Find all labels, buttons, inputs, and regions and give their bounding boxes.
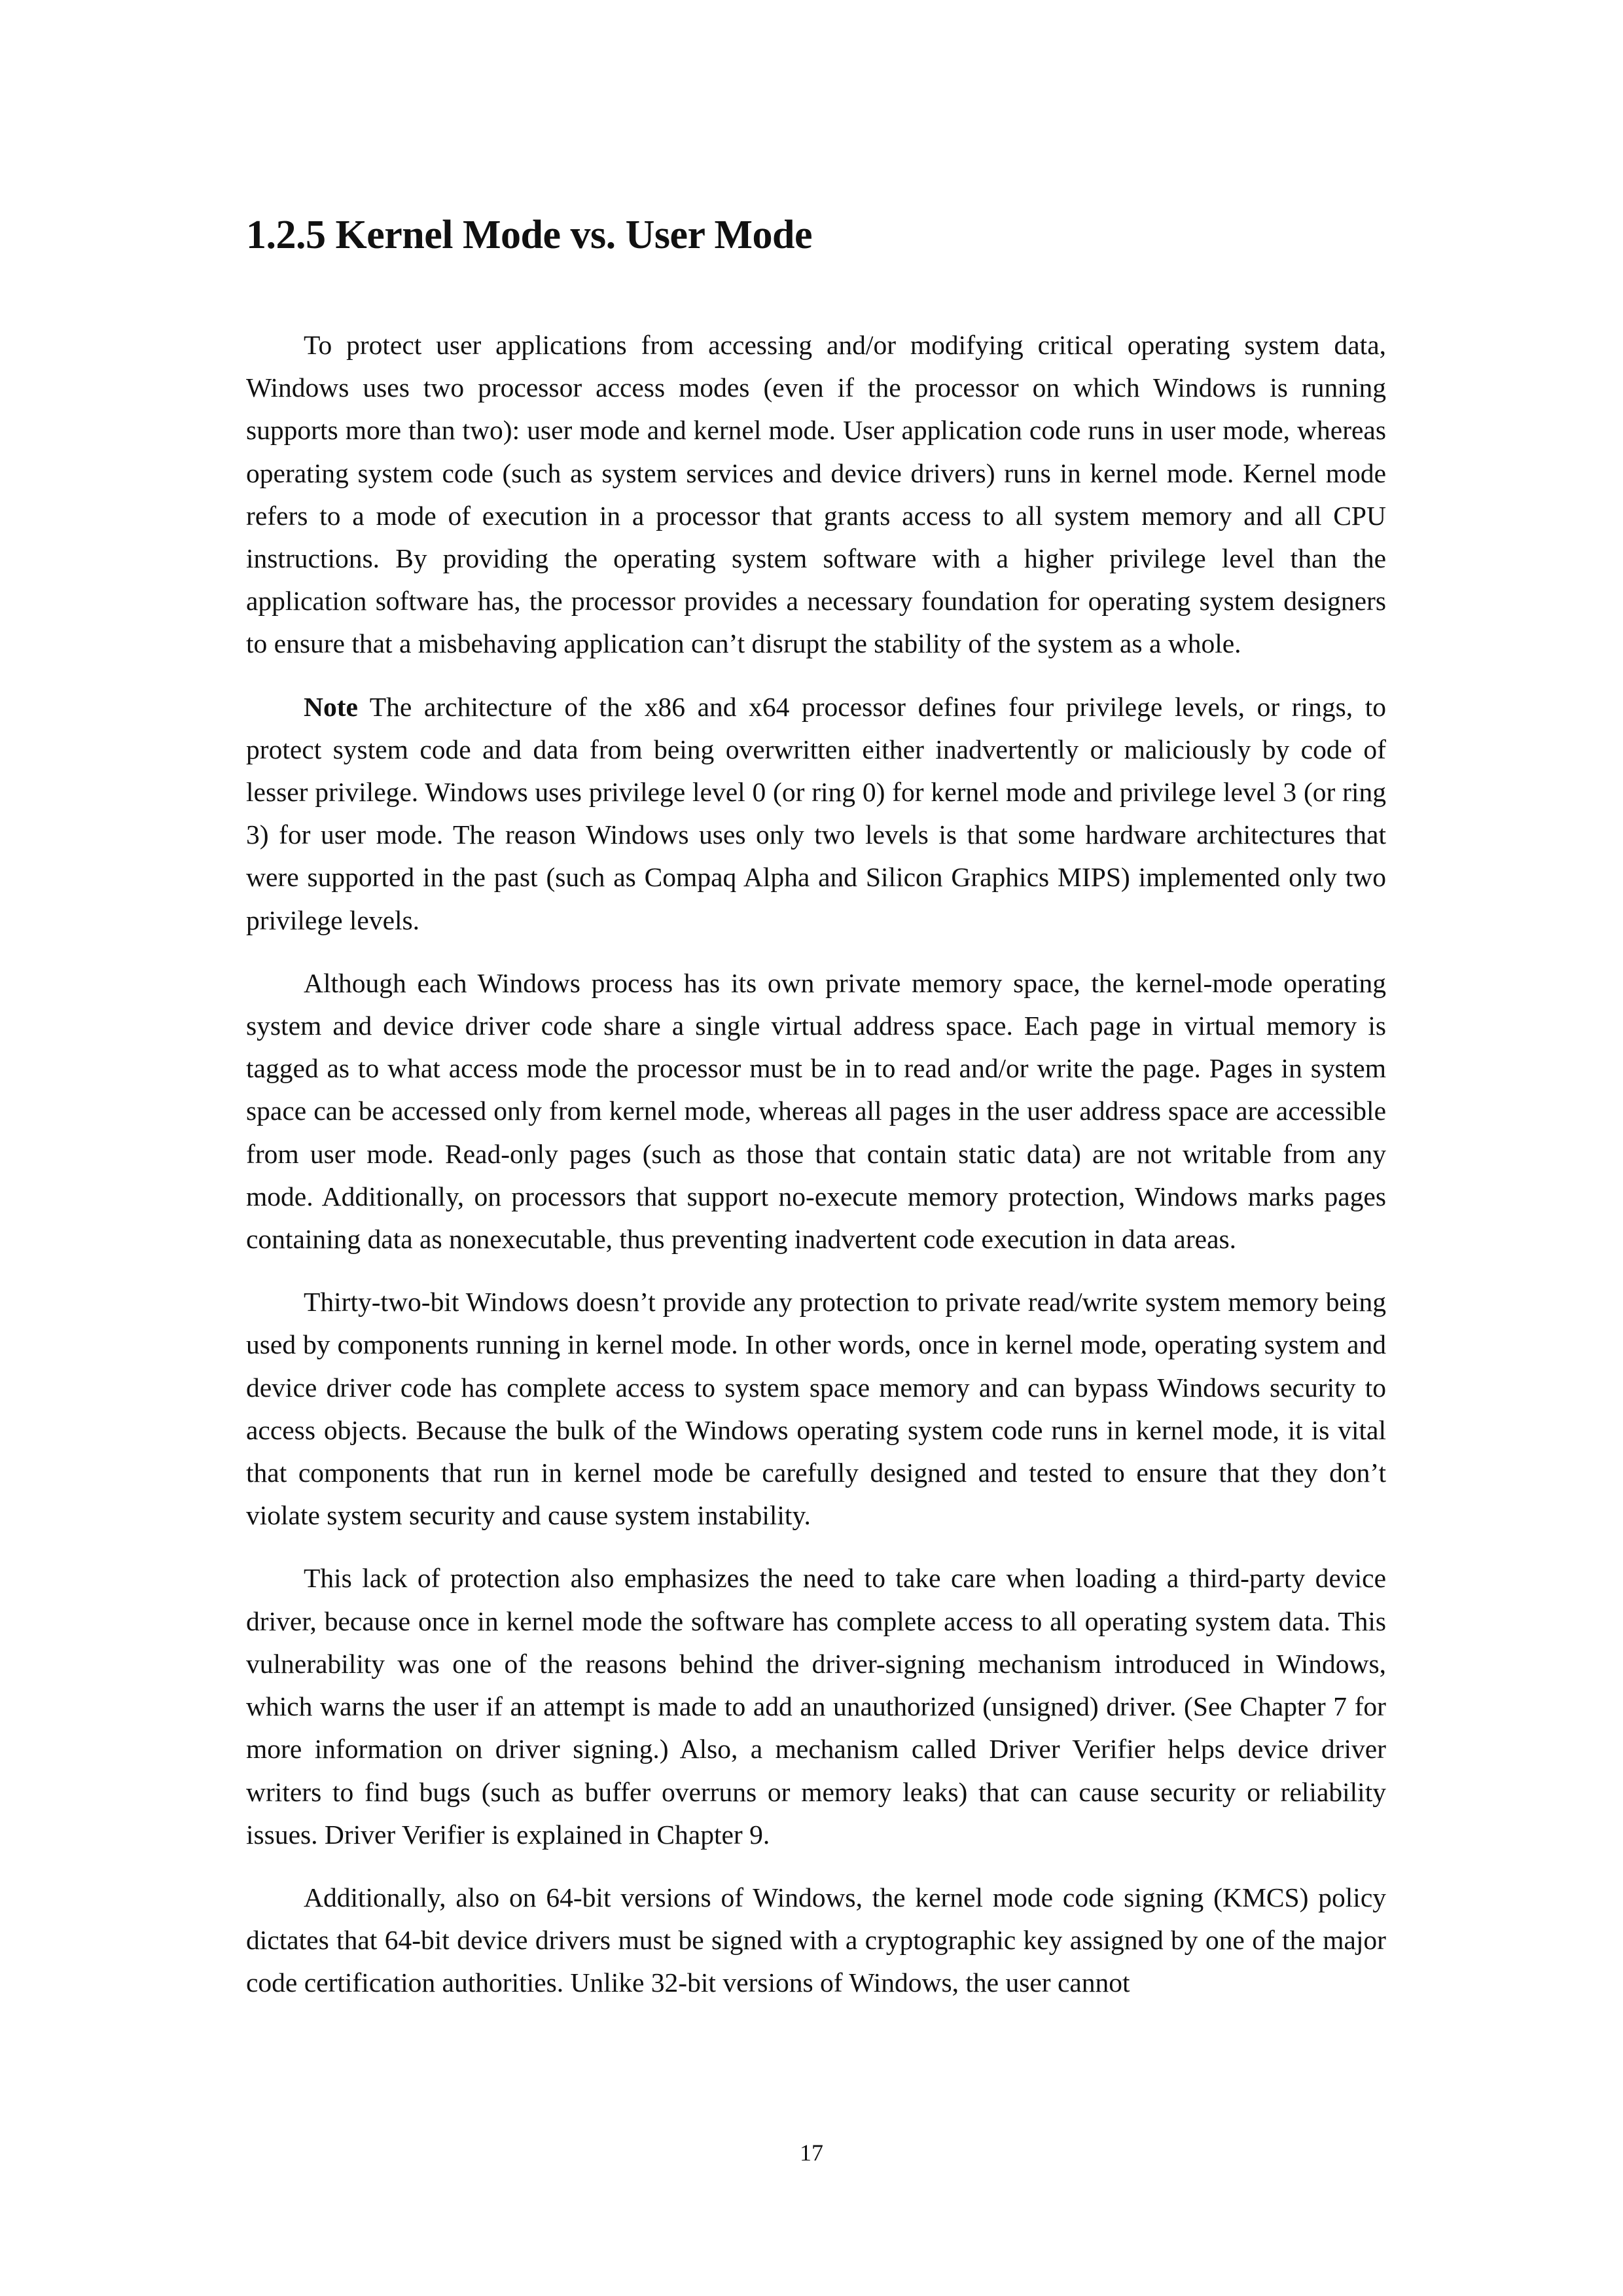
page-number: 17 <box>800 2140 823 2166</box>
paragraph-address-space: Although each Windows process has its own private memory space, the kernel-mode operating system and device driver code share a single virtual address space. Each page in virtual memory is tagged as to what access mode the processor must be in to read and/or write the page. Pages in system space can be accessed only from kernel mode, whereas all pages in the user address space are accessible from user mode. Read-only pages (such as those that contain static data) are not writable from any mode. Additionally, on processors that support no-execute memory protection, Windows marks pages containing data as nonexecutable, thus preventing inadvertent code execution in data areas. <box>246 967 1386 1255</box>
paragraph-kmcs: Additionally, also on 64-bit versions of Windows, the kernel mode code signing (KMCS) policy dictates that 64-bit device drivers must be signed with a cryptographic key assigned by one of the major code certification authorities. Unlike 32-bit versions of Windows, the user cannot <box>246 1882 1386 1998</box>
note-text: The architecture of the x86 and x64 processor defines four privilege levels, or rings, to protect system code and data from being overwritten either inadvertently or maliciously by code of lesser privilege. Windows uses privilege level 0 (or ring 0) for kernel mode and privilege level 3 (or ring 3) for user mode. The reason Windows uses only two levels is that some hardware architectures that were supported in the past (such as Compaq Alpha and Silicon Graphics MIPS) implemented only two privilege levels. <box>246 691 1386 935</box>
body-text <box>246 324 1386 2025</box>
note-label: Note <box>304 691 358 722</box>
section-heading: 1.2.5 Kernel Mode vs. User Mode <box>246 213 812 257</box>
paragraph-32bit-protection: Thirty-two-bit Windows doesn’t provide any protection to private read/write system memory being used by components running in kernel mode. In other words, once in kernel mode, operating system and device driver code has complete access to system space memory and can bypass Windows security to access objects. Because the bulk of the Windows operating system code runs in kernel mode, it is vital that components that run in kernel mode be carefully designed and tested to ensure that they don’t violate system security and cause system instability. <box>246 1287 1386 1531</box>
paragraph-note <box>246 686 1386 942</box>
paragraph-driver-signing: This lack of protection also emphasizes the need to take care when loading a third-party device driver, because once in kernel mode the software has complete access to all operating system data. This vulnerability was one of the reasons behind the driver-signing mechanism introduced in Windows, which warns the user if an attempt is made to add an unauthorized (unsigned) driver. (See Chapter 7 for more information on driver signing.) Also, a mechanism called Driver Verifier helps device driver writers to find bugs (such as buffer overruns or memory leaks) that can cause security or reliability issues. Driver Verifier is explained in Chapter 9. <box>246 1563 1386 1850</box>
paragraph-intro: To protect user applications from accessing and/or modifying critical operating system data, Windows uses two processor access modes (even if the processor on which Windows is running supports more than two): user mode and kernel mode. User application code runs in user mode, whereas operating system code (such as system services and device drivers) runs in kernel mode. Kernel mode refers to a mode of execution in a processor that grants access to all system memory and all CPU instructions. By providing the operating system software with a higher privilege level than the application software has, the processor provides a necessary foundation for operating system designers to ensure that a misbehaving application can’t disrupt the stability of the system as a whole. <box>246 330 1386 659</box>
